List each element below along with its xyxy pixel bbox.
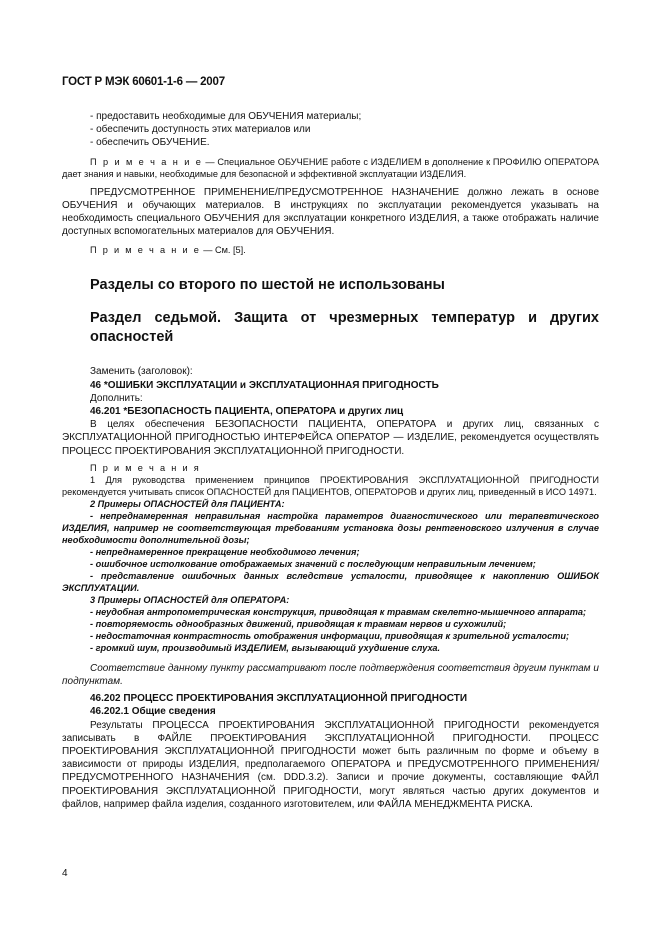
clause-title-46-202: 46.202 ПРОЦЕСС ПРОЕКТИРОВАНИЯ ЭКСПЛУАТАЦИОННОЙ ПРИГОДНОСТИ (90, 693, 468, 705)
note-1 (62, 156, 599, 180)
list-item: - ошибочное истолкование отображаемых значений с последующим неправильным лечением; (90, 558, 536, 569)
examples-operator-title: 3 Примеры ОПАСНОСТЕЙ для ОПЕРАТОРА: (90, 594, 290, 605)
note-2 (62, 244, 599, 256)
paragraph-design-process: Результаты ПРОЦЕССА ПРОЕКТИРОВАНИЯ ЭКСПЛУАТАЦИОННОЙ ПРИГОДНОСТИ рекомендуется записывать в ФАЙЛЕ ПРОЕКТИРОВАНИЯ ЭКСПЛУАТАЦИОННОЙ ПРИГОДНОСТИ. ПРОЦЕСС ПРОЕКТИРОВАНИЯ ЭКСПЛУАТАЦИОННОЙ ПРИГОДНОСТИ может быть различным по форме и объему в зависимости от природы ИЗДЕЛИЯ, предполагаемого ОПЕРАТОРА и ПРЕДУСМОТРЕННОГО ПРИМЕНЕНИЯ/ПРЕДУСМОТРЕННОГО НАЗНАЧЕНИЯ (см. DDD.3.2). Записи и прочие документы, составляющие ФАЙЛ ПРОЕКТИРОВАНИЯ ЭКСПЛУАТАЦИОННОЙ ПРИГОДНОСТИ, могут являться частью других документов и файлов, например файла изделия, созданного изготовителем, или ФАЙЛА МЕНЕДЖМЕНТА РИСКА. (62, 719, 599, 810)
notes-label: П р и м е ч а н и я (90, 462, 201, 473)
list-item: - представление ошибочных данных вследствие усталости, приводящее к накоплению ОШИБОК ЭКСПЛУАТАЦИИ. (62, 570, 599, 593)
list-item: - неудобная антропометрическая конструкция, приводящая к травмам скелетно-мышечного аппарата; (90, 606, 587, 617)
examples-patient-title: 2 Примеры ОПАСНОСТЕЙ для ПАЦИЕНТА: (90, 498, 285, 509)
standard-header: ГОСТ Р МЭК 60601-1-6 — 2007 (62, 76, 225, 88)
add-label: Дополнить: (90, 392, 143, 404)
paragraph-safety: В целях обеспечения БЕЗОПАСНОСТИ ПАЦИЕНТА, ОПЕРАТОРА и других лиц, связанных с ЭКСПЛУАТАЦИОННОЙ ПРИГОДНОСТЬЮ ИНТЕРФЕЙСА ОПЕРАТОР — ИЗДЕЛИЕ, рекомендуется осуществлять ПРОЦЕСС ПРОЕКТИРОВАНИЯ ЭКСПЛУАТАЦИОННОЙ ПРИГОДНОСТИ. (62, 419, 599, 457)
note-label: П р и м е ч а н и е (90, 245, 201, 256)
section-heading-unused: Разделы со второго по шестой не использованы (90, 277, 445, 294)
clause-title-46-201: 46.201 *БЕЗОПАСНОСТЬ ПАЦИЕНТА, ОПЕРАТОРА и других лиц (90, 406, 404, 418)
section-heading-seven: Раздел седьмой. Защита от чрезмерных температур и других опасностей (90, 310, 599, 346)
replace-label: Заменить (заголовок): (90, 366, 193, 378)
conformity-paragraph: Соответствие данному пункту рассматривают после подтверждения соответствия другим пунктам и подпунктам. (62, 662, 599, 688)
clause-title-46-202-1: 46.202.1 Общие сведения (90, 706, 216, 718)
note-text: — См. [5]. (200, 245, 246, 256)
list-item: - недостаточная контрастность отображения информации, приводящая к зрительной усталости; (90, 630, 570, 641)
list-item: - непреднамеренная неправильная настройка параметров диагностического или терапевтического ИЗДЕЛИЯ, например не соответствующая требованиям установка дозы рентгеновского излучения в случае необходимости дополнительной дозы; (62, 510, 599, 545)
note-item-1: 1 Для руководства применением принципов ПРОЕКТИРОВАНИЯ ЭКСПЛУАТАЦИОННОЙ ПРИГОДНОСТИ рекомендуется учитывать список ОПАСНОСТЕЙ для ПАЦИЕНТОВ, ОПЕРАТОРОВ и других лиц, приведенный в ИСО 14971. (62, 474, 599, 497)
clause-title-46: 46 *ОШИБКИ ЭКСПЛУАТАЦИИ и ЭКСПЛУАТАЦИОННАЯ ПРИГОДНОСТЬ (90, 379, 439, 391)
list-item: - повторяемость однообразных движений, приводящая к травмам нервов и сухожилий; (90, 618, 507, 629)
note-text: — Специальное ОБУЧЕНИЕ работе с ИЗДЕЛИЕМ в дополнение к ПРОФИЛЮ ОПЕРАТОРА дает знания и навыки, необходимые для безопасной и эффективной эксплуатации ИЗДЕЛИЯ. (62, 156, 600, 179)
list-item: - непреднамеренное прекращение необходимого лечения; (90, 546, 360, 557)
list-item: - обеспечить ОБУЧЕНИЕ. (90, 137, 210, 149)
paragraph-intended-use: ПРЕДУСМОТРЕННОЕ ПРИМЕНЕНИЕ/ПРЕДУСМОТРЕННОЕ НАЗНАЧЕНИЕ должно лежать в основе ОБУЧЕНИЯ и обучающих материалов. В инструкциях по эксплуатации рекомендуется указывать на необходимость специального ОБУЧЕНИЯ для эксплуатации конкретного ИЗДЕЛИЯ, а также отображать наличие доступных вспомогательных материалов для ОБУЧЕНИЯ. (62, 186, 599, 238)
list-item: - громкий шум, производимый ИЗДЕЛИЕМ, вызывающий ухудшение слуха. (90, 642, 441, 653)
page-number: 4 (62, 868, 68, 879)
note-label: П р и м е ч а н и е (90, 156, 203, 167)
list-item: - предоставить необходимые для ОБУЧЕНИЯ материалы; (90, 111, 362, 122)
list-item: - обеспечить доступность этих материалов или (90, 124, 311, 136)
